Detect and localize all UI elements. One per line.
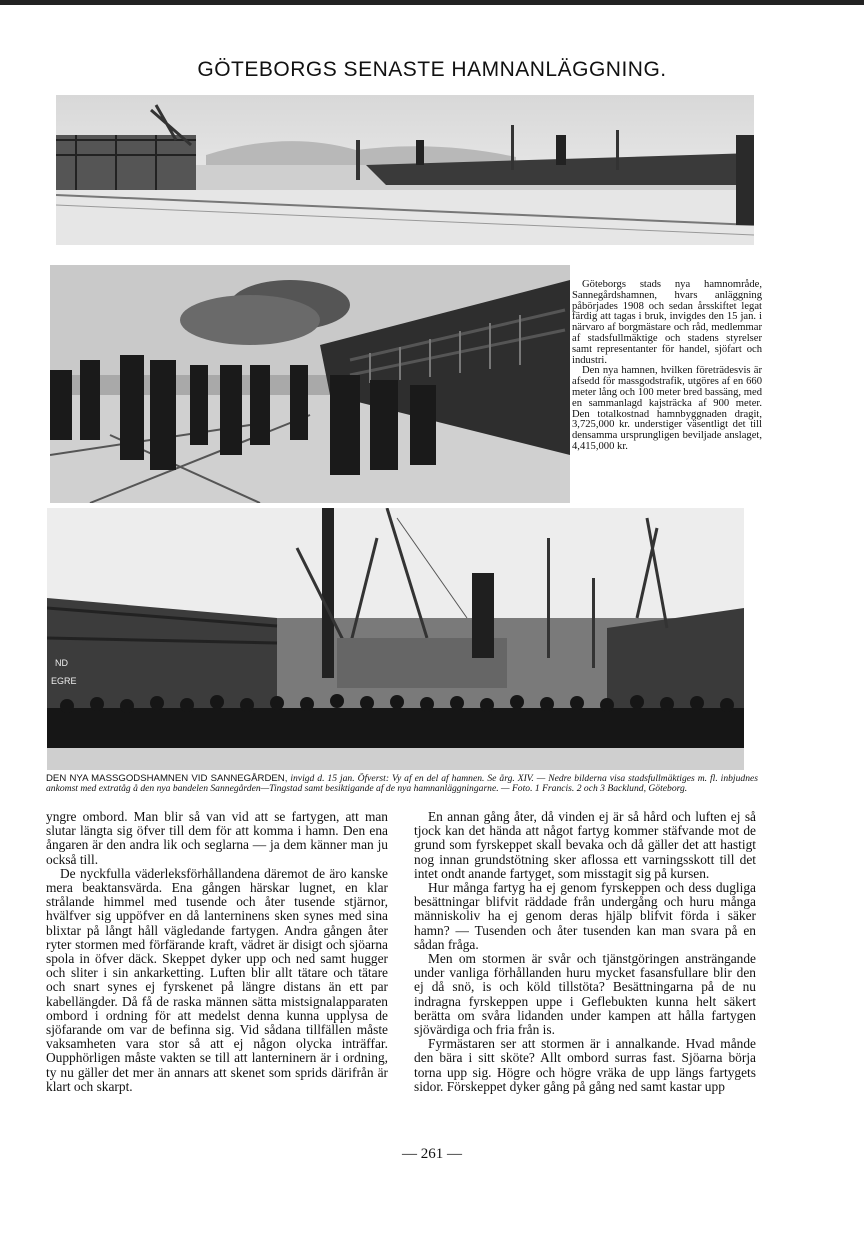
left-text-column [46,810,388,1094]
harbour-overview-illustration [56,95,754,245]
body-paragraph: Fyrmästaren ser att stormen är i annalkande. Hvad månde den bära i sitt sköte? Allt ombord surras fast. Sjöarna börja torna upp sig. Högre och högre vräka de upp längs fartygets sidor. Förskeppet dyker gång på gång ned samt kastar upp [414,1036,756,1094]
wall-sign-text: ND [55,658,68,668]
body-paragraph: yngre ombord. Man blir så van vid att se fartygen, att man slutar längta sig öfver till dem för att komma i hamn. Den ena ångaren är den andra lik och seglarna — ja dem känner man ju också till. [46,809,388,867]
train-arrival-photo [50,265,570,503]
top-rule [0,0,864,5]
crowd-at-quay-illustration [47,508,744,770]
body-paragraph: Men om stormen är svår och tjänstgöringen ansträngande under vanliga förhållanden huru mycket fasansfullare blir den ej då snö, is och köld tillstöta? Besättningarna på de nu indragna fyrskeppen uppe i Geflebukten kunna helt säkert berätta om svåra lidanden under kampen att hålla fartygen sjövärdiga och fria från is. [414,951,756,1038]
page-number: — 261 — [402,1146,462,1162]
photo-caption-text: invigd d. 15 jan. Öfverst: Vy af en del af hamnen. Se årg. XIV. — Nedre bilderna visa stadsfullmäktiges m. fl. inbjudnes ankomst med extratåg å den nya bandelen Sannegården—Tingstad samt besiktigande af de nya hamnanläggningarne. — Foto. 1 Francis. 2 och 3 Backlund, Göteborg. [46,773,758,795]
side-caption-paragraph: Den nya hamnen, hvilken företrädesvis är afsedd för massgodstrafik, utgöres af en 660 meter lång och 100 meter bred bassäng, med en sammanlagd kajsträcka af 900 meter. Den totalkostnad hamnbyggnaden dragit, 3,725,000 kr. understiger väsentligt det till densamma ursprungligen beviljade anslaget, 4,415,000 kr. [572,365,762,452]
photo-caption-title: DEN NYA MASSGODSHAMNEN VID SANNEGÅRDEN, [46,773,288,784]
side-caption [572,280,762,453]
right-text-column [414,810,756,1094]
body-paragraph: Hur många fartyg ha ej genom fyrskeppen och dess dugliga besättningar blifvit räddade från undergång och huru många människoliv ha ej genom deras hjälp blifvit förda i säker hamn? — Tusenden och åter tusenden kan man svara på en sådan fråga. [414,880,756,952]
body-paragraph: De nyckfulla väderleksförhållandena däremot de äro kanske mera beaktansvärda. Ena gången härskar lugnet, en klar strålande himmel med tusende och åter tusende stjärnor, hvälfver sig uppöfver en då lanterninens sken synes med sina blixtar på långt håll vägledande fartygen. Andra gången åter ryter stormen med förfärande kraft, vädret är disigt och sjöarna spola in öfver däck. Skeppet dyker upp och ned samt hugger och sliter i sin ankarketting. Luften blir allt tätare och tätare och snart synes ej fyrskenet på längre distans än ett par kabellängder. Då få de raska männen sätta mistsignalapparaten ombord i ordning för att medelst denna kunna upplysa de sjöfarande om var de befinna sig. Vid sådana tillfällen måste vaksamheten vara stor så att ej någon olycka inträffar. Oupphörligen måste vakten se till att lanterninern är i ordning, ty nu gäller det mer än annars att skenet som sprids därifrån är klart och skarpt. [46,865,388,1094]
crowd-at-quay-photo [47,508,744,770]
harbour-overview-photo [56,95,754,245]
train-arrival-illustration [50,265,570,503]
body-paragraph: En annan gång åter, då vinden ej är så hård och luften ej så tjock kan det hända att något fartyg kommer stäfvande mot de grund som fyrskeppet skall bevaka och då gäller det att hastigt nog innan grundstötning sker aflossa ett varningsskott till det intet ondt anande fartyget, som misstagit sig på kursen. [414,809,756,881]
wall-sign-text: EGRE [51,676,77,686]
page-title: GÖTEBORGS SENASTE HAMNANLÄGGNING. [197,58,667,81]
side-caption-paragraph: Göteborgs stads nya hamnområde, Sannegårdshamnen, hvars anläggning påbörjades 1908 och sedan årsskiftet legat färdig att tagas i bruk, invigdes den 15 jan. i närvaro af borgmästare och råd, medlemmar af stadsfullmäktige och stadens styrelser samt representanter för handel, sjöfart och industri. [572,279,762,366]
photo-caption [46,774,758,795]
